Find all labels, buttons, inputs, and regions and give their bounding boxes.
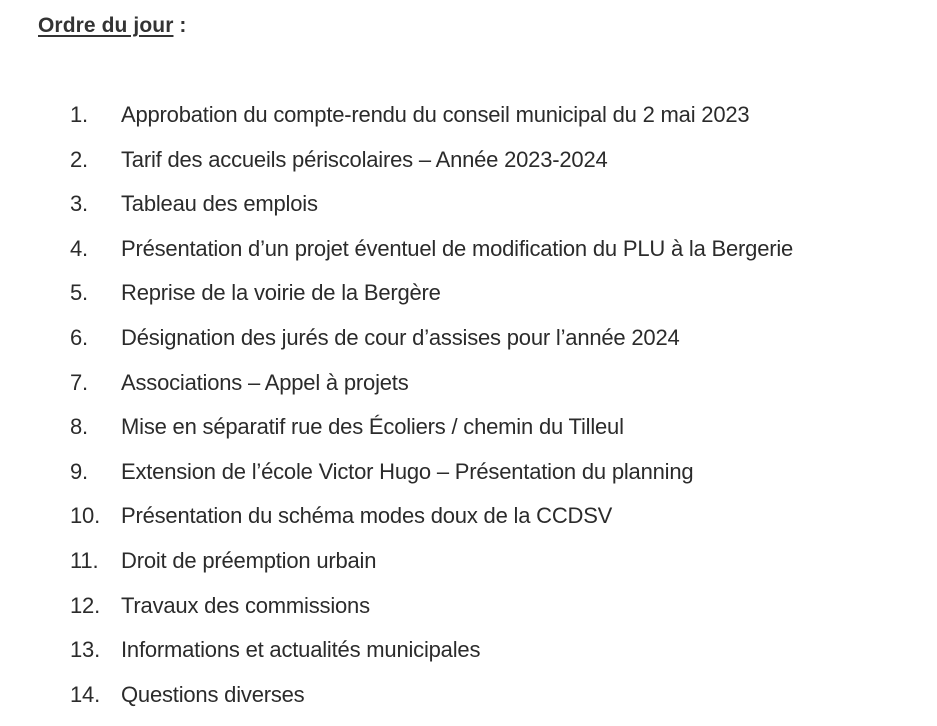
agenda-item-text: Questions diverses xyxy=(121,681,305,707)
agenda-item xyxy=(70,414,793,459)
agenda-item-text: Désignation des jurés de cour d’assises pour l’année 2024 xyxy=(121,324,680,350)
agenda-item-text: Approbation du compte-rendu du conseil municipal du 2 mai 2023 xyxy=(121,102,750,127)
agenda-item-text: Extension de l’école Victor Hugo – Présentation du planning xyxy=(121,458,694,484)
agenda-item xyxy=(70,325,793,370)
agenda-item-number: 9. xyxy=(70,458,88,484)
agenda-item-number: 13. xyxy=(70,637,100,663)
agenda-item xyxy=(70,280,793,325)
agenda-item xyxy=(70,503,793,548)
agenda-item-number: 1. xyxy=(70,102,88,127)
agenda-heading-colon: : xyxy=(173,14,187,37)
agenda-item-text: Reprise de la voirie de la Bergère xyxy=(121,280,441,306)
agenda-item-number: 12. xyxy=(70,592,100,618)
agenda-item-text: Droit de préemption urbain xyxy=(121,547,377,573)
agenda-item xyxy=(70,370,793,415)
agenda-item-text: Associations – Appel à projets xyxy=(121,369,409,395)
agenda-item xyxy=(70,102,793,147)
agenda-item-number: 10. xyxy=(70,503,100,529)
agenda-item-text: Tableau des emplois xyxy=(121,191,318,217)
agenda-heading-text: Ordre du jour xyxy=(38,14,174,37)
agenda-item xyxy=(70,147,793,192)
agenda-item xyxy=(70,548,793,593)
agenda-item xyxy=(70,593,793,638)
agenda-item-text: Informations et actualités municipales xyxy=(121,637,481,663)
agenda-item xyxy=(70,191,793,236)
agenda-item-number: 7. xyxy=(70,369,88,395)
agenda-item-text: Présentation d’un projet éventuel de modification du PLU à la Bergerie xyxy=(121,235,794,261)
agenda-item-text: Présentation du schéma modes doux de la CCDSV xyxy=(121,503,613,529)
agenda-item-number: 6. xyxy=(70,324,88,350)
agenda-item xyxy=(70,459,793,504)
agenda-item-number: 11. xyxy=(70,547,99,573)
agenda-item-number: 5. xyxy=(70,280,88,306)
agenda-item xyxy=(70,682,793,726)
agenda-item-number: 3. xyxy=(70,191,88,217)
agenda-item xyxy=(70,637,793,682)
agenda-item-number: 14. xyxy=(70,681,100,707)
agenda-heading xyxy=(38,14,187,38)
agenda-item-number: 4. xyxy=(70,235,88,261)
agenda-item-text: Tarif des accueils périscolaires – Année 2023-2024 xyxy=(121,146,608,172)
agenda-item xyxy=(70,236,793,281)
agenda-item-text: Travaux des commissions xyxy=(121,592,370,618)
agenda-item-number: 2. xyxy=(70,146,88,172)
agenda-item-number: 8. xyxy=(70,414,88,440)
agenda-item-text: Mise en séparatif rue des Écoliers / chemin du Tilleul xyxy=(121,414,624,440)
agenda-list xyxy=(70,102,793,726)
